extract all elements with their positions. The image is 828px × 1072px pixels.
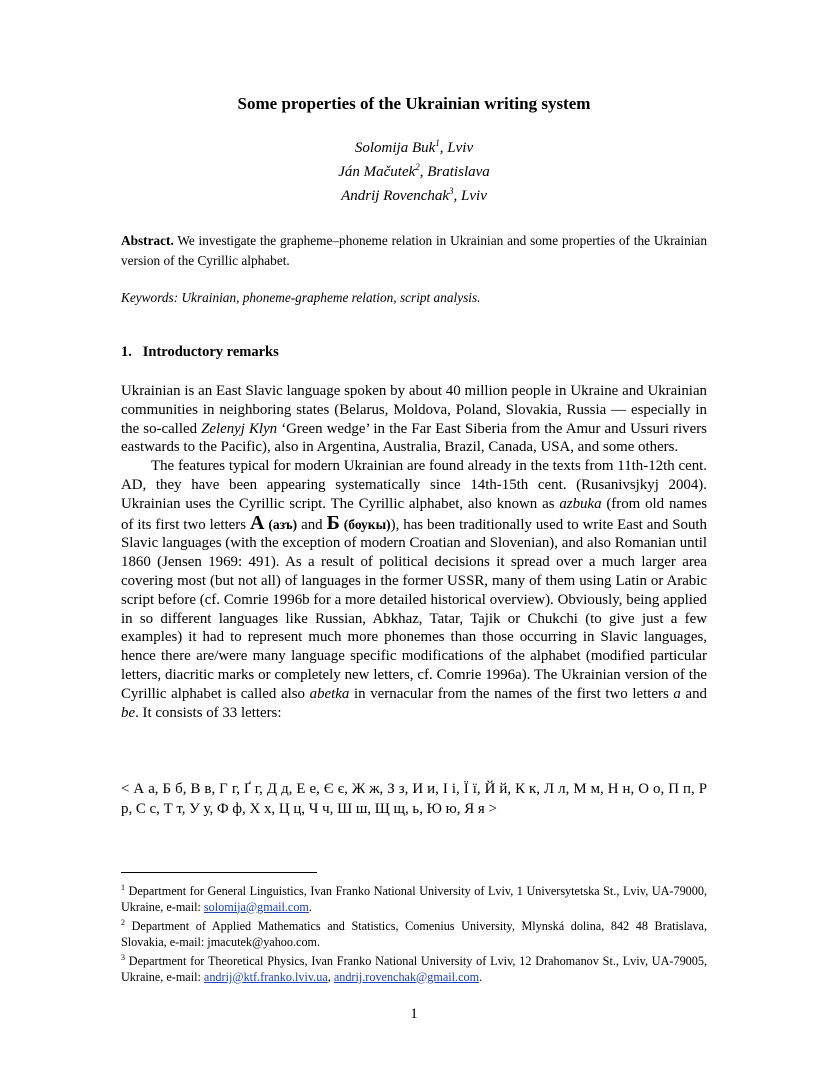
text-run: . It consists of 33 letters: (135, 704, 282, 721)
keywords: Keywords: Ukrainian, phoneme-grapheme relation, script analysis. (121, 290, 481, 305)
abstract-text: We investigate the grapheme–phoneme relation in Ukrainian and some properties of the Ukrainian version of the Cyrillic alphabet. (121, 233, 707, 268)
footnote-mark: 3 (449, 186, 454, 196)
abstract-label: Abstract. (121, 233, 174, 248)
text-run: in vernacular from the names of the first two letters (349, 685, 674, 702)
footnote-text: Department of Applied Mathematics and Statistics, Comenius University, Mlynská dolina, 842 48 Bratislava, Slovakia, e-mail: jmacutek@yahoo.com. (121, 919, 707, 949)
author-place: , Lviv (439, 140, 474, 156)
author-name: Solomija Buk (354, 140, 436, 156)
text-run: ), has been traditionally used to write East and South Slavic languages (with the exception of modern Croatian and Slovenian), and also Romanian until 1860 (Jensen 1969: 491). As a result of political decisions it spread over a much larger area covering most (but not all) of languages in the former USSR, many of them using Latin or Arabic script before (cf. Comrie 1996b for a more detailed historical overview). Obviously, being applied in so different languages like Russian, Abkhaz, Tatar, Tajik or Chukchi (to give just a few examples) it had to represent much more phonemes than those occurring in Slavic languages, hence there are/were many language specific modifications of the alphabet (modified particular letters, diacritic marks or completely new letters, cf. Comrie 1996a). The Ukrainian version of the Cyrillic alphabet is called also (121, 516, 707, 702)
old-cyrillic-buky-glyph: Б (326, 511, 340, 534)
footnote-text: Department for Theoretical Physics, Ivan Franko National University of Lviv, 12 Drahomanov St., Lviv, UA-79005, Ukraine, e-mail: (121, 954, 707, 984)
author-name: Ján Mačutek (338, 164, 416, 180)
italic-term: a (673, 685, 681, 702)
italic-term: abetka (309, 685, 350, 702)
footnote-mark: 2 (121, 918, 125, 928)
italic-term: azbuka (559, 495, 602, 512)
paper-title: Some properties of the Ukrainian writing system (237, 94, 591, 113)
old-letter-name: (боукы) (343, 516, 391, 532)
text-run: and (297, 516, 327, 533)
author-3 (0, 182, 828, 206)
footnote-mark: 2 (415, 162, 420, 172)
text-run: The features typical for modern Ukrainian are found already in the texts from 11th-12th cent. AD, they have been appearing systematically since 14th-15th cent. (Rusanivsjkyj 2004). Ukrainian uses the Cyrillic script. The Cyrillic alphabet, also known as (121, 458, 707, 512)
text-run: (from old names of its first two letters (121, 495, 707, 533)
email-link[interactable]: solomija@gmail.com (203, 899, 309, 914)
section-number: 1. (121, 344, 132, 360)
footnote-rule (121, 872, 317, 873)
footnote-2 (121, 915, 707, 950)
italic-term: be (121, 704, 136, 721)
text-run: and (680, 685, 707, 702)
footnote-mark: 3 (121, 953, 125, 963)
text-run: ‘Green wedge’ in the Far East Siberia from the Amur and Ussuri rivers eastwards to the Pacific), also in Argentina, Australia, Brazil, Canada, USA, and some others. (121, 420, 707, 456)
section-title: Introductory remarks (142, 344, 279, 360)
ukrainian-alphabet: < А а, Б б, В в, Г г, Ґ г, Д д, Е е, Є є, Ж ж, З з, И и, І і, Ї ї, Й й, К к, Л л, М м, Н н, О о, П п, Р р, С с, Т т, У у, Ф ф, Х х, Ц ц, Ч ч, Ш ш, Щ щ, ь, Ю ю, Я я > (121, 781, 707, 817)
email-link[interactable]: andrij.rovenchak@gmail.com (333, 969, 480, 984)
author-name: Andrij Rovenchak (341, 188, 450, 204)
author-list (0, 134, 828, 206)
old-cyrillic-az-glyph: А (249, 511, 265, 534)
footnote-mark: 1 (121, 883, 125, 892)
text-run: Ukrainian is an East Slavic language spoken by about 40 million people in Ukraine and Ukrainian communities in neighboring states (Belarus, Moldova, Poland, Slovakia, Russia — especially in the so-called (121, 383, 707, 437)
email-link[interactable]: andrij@ktf.franko.lviv.ua (203, 969, 328, 984)
paragraph-2 (121, 457, 707, 722)
author-2 (0, 158, 828, 182)
footnotes (121, 880, 707, 985)
author-place: , Lviv (453, 188, 487, 204)
old-letter-name: (азъ) (268, 516, 298, 532)
footnote-mark: 1 (435, 138, 440, 148)
footnote-text: . (308, 899, 312, 914)
author-1 (0, 134, 828, 158)
footnote-3 (121, 950, 707, 985)
body-text (121, 382, 707, 722)
author-place: , Bratislava (419, 164, 490, 180)
footnote-1 (121, 880, 707, 915)
footnote-text: . (479, 969, 483, 984)
italic-term: Zelenyj Klyn (201, 420, 278, 437)
page-number: 1 (410, 1006, 418, 1022)
paragraph-1 (121, 382, 707, 457)
abstract (121, 231, 707, 271)
section-heading (121, 344, 279, 361)
footnote-text: Department for General Linguistics, Ivan Franko National University of Lviv, 1 Universytetska St., Lviv, UA-79000, Ukraine, e-mail: (121, 884, 707, 914)
footnote-text: , (327, 969, 334, 984)
